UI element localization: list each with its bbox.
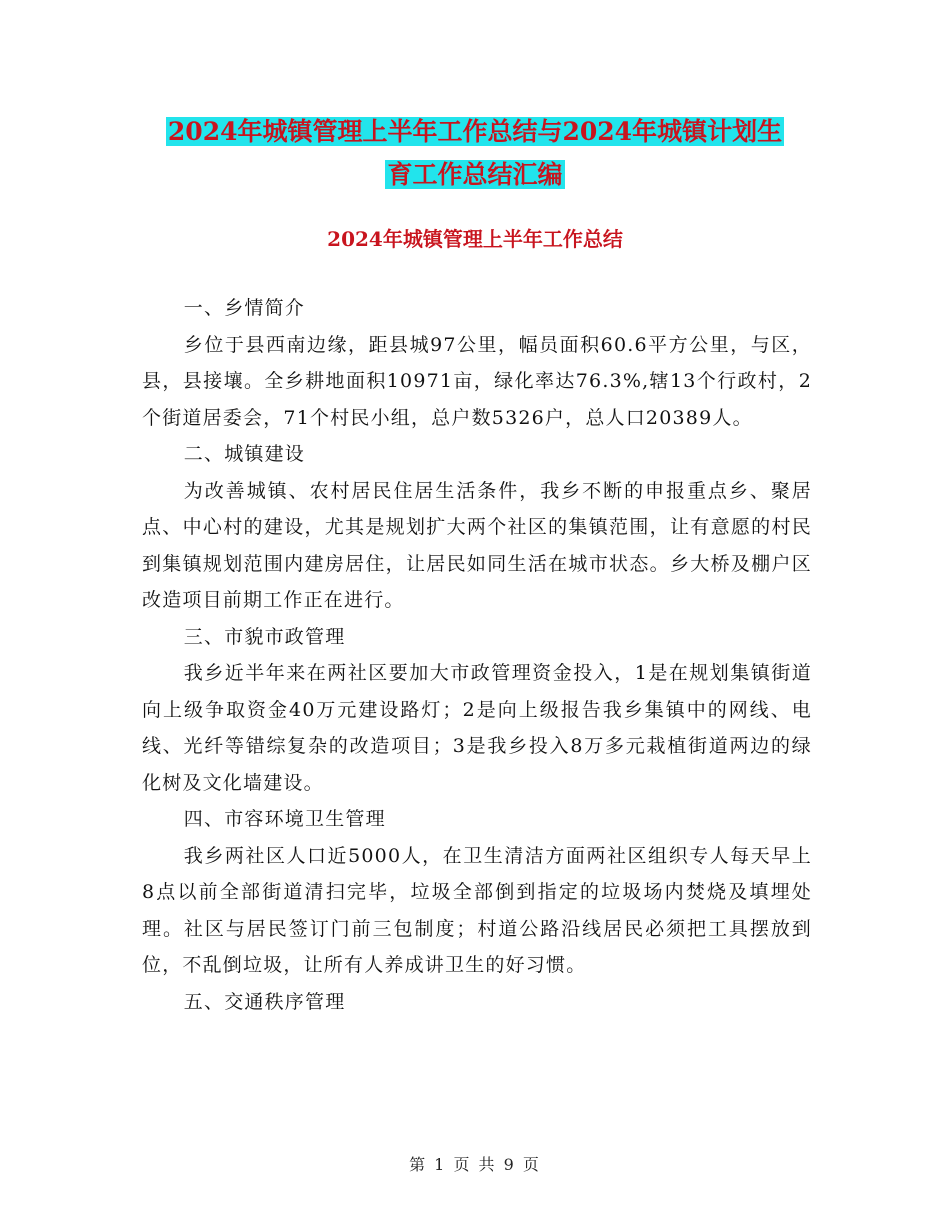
document-title-line-1 [0, 112, 950, 152]
paragraph-body: 为改善城镇、农村居民住居生活条件，我乡不断的申报重点乡、聚居点、中心村的建设，尤其是规划扩大两个社区的集镇范围，让有意愿的村民到集镇规划范围内建房居住，让居民如同生活在城市状态。乡大桥及棚户区改造项目前期工作正在进行。 [142, 479, 812, 611]
document-title-highlight-1: 2024年城镇管理上半年工作总结与2024年城镇计划生 [167, 117, 783, 146]
document-title-highlight-2: 育工作总结汇编 [387, 160, 563, 189]
paragraph-heading: 五、交通秩序管理 [183, 990, 346, 1013]
page-number-footer: 第 1 页 共 9 页 [409, 1155, 541, 1174]
document-title-line-2 [0, 155, 950, 195]
paragraph-body: 我乡两社区人口近5000人，在卫生清洁方面两社区组织专人每天早上8点以前全部街道清扫完毕，垃圾全部倒到指定的垃圾场内焚烧及填埋处理。社区与居民签订门前三包制度；村道公路沿线居民必须把工具摆放到位，不乱倒垃圾，让所有人养成讲卫生的好习惯。 [142, 844, 812, 976]
paragraph-heading: 一、乡情简介 [183, 297, 305, 319]
section-title: 2024年城镇管理上半年工作总结 [327, 227, 623, 251]
paragraph-body: 我乡近半年来在两社区要加大市政管理资金投入，1是在规划集镇街道向上级争取资金40万元建设路灯；2是向上级报告我乡集镇中的网线、电线、光纤等错综复杂的改造项目；3是我乡投入8万多元栽植街道两边的绿化树及文化墙建设。 [142, 662, 812, 794]
paragraph-heading: 二、城镇建设 [183, 443, 305, 465]
paragraph-body: 乡位于县西南边缘，距县城97公里，幅员面积60.6平方公里，与区，县，县接壤。全乡耕地面积10971亩，绿化率达76.3%,辖13个行政村，2个街道居委会，71个村民小组，总户数5326户，总人口20389人。 [142, 333, 812, 429]
document-body [142, 290, 812, 1020]
paragraph-heading: 四、市容环境卫生管理 [183, 808, 386, 830]
paragraph-heading: 三、市貌市政管理 [183, 625, 346, 648]
